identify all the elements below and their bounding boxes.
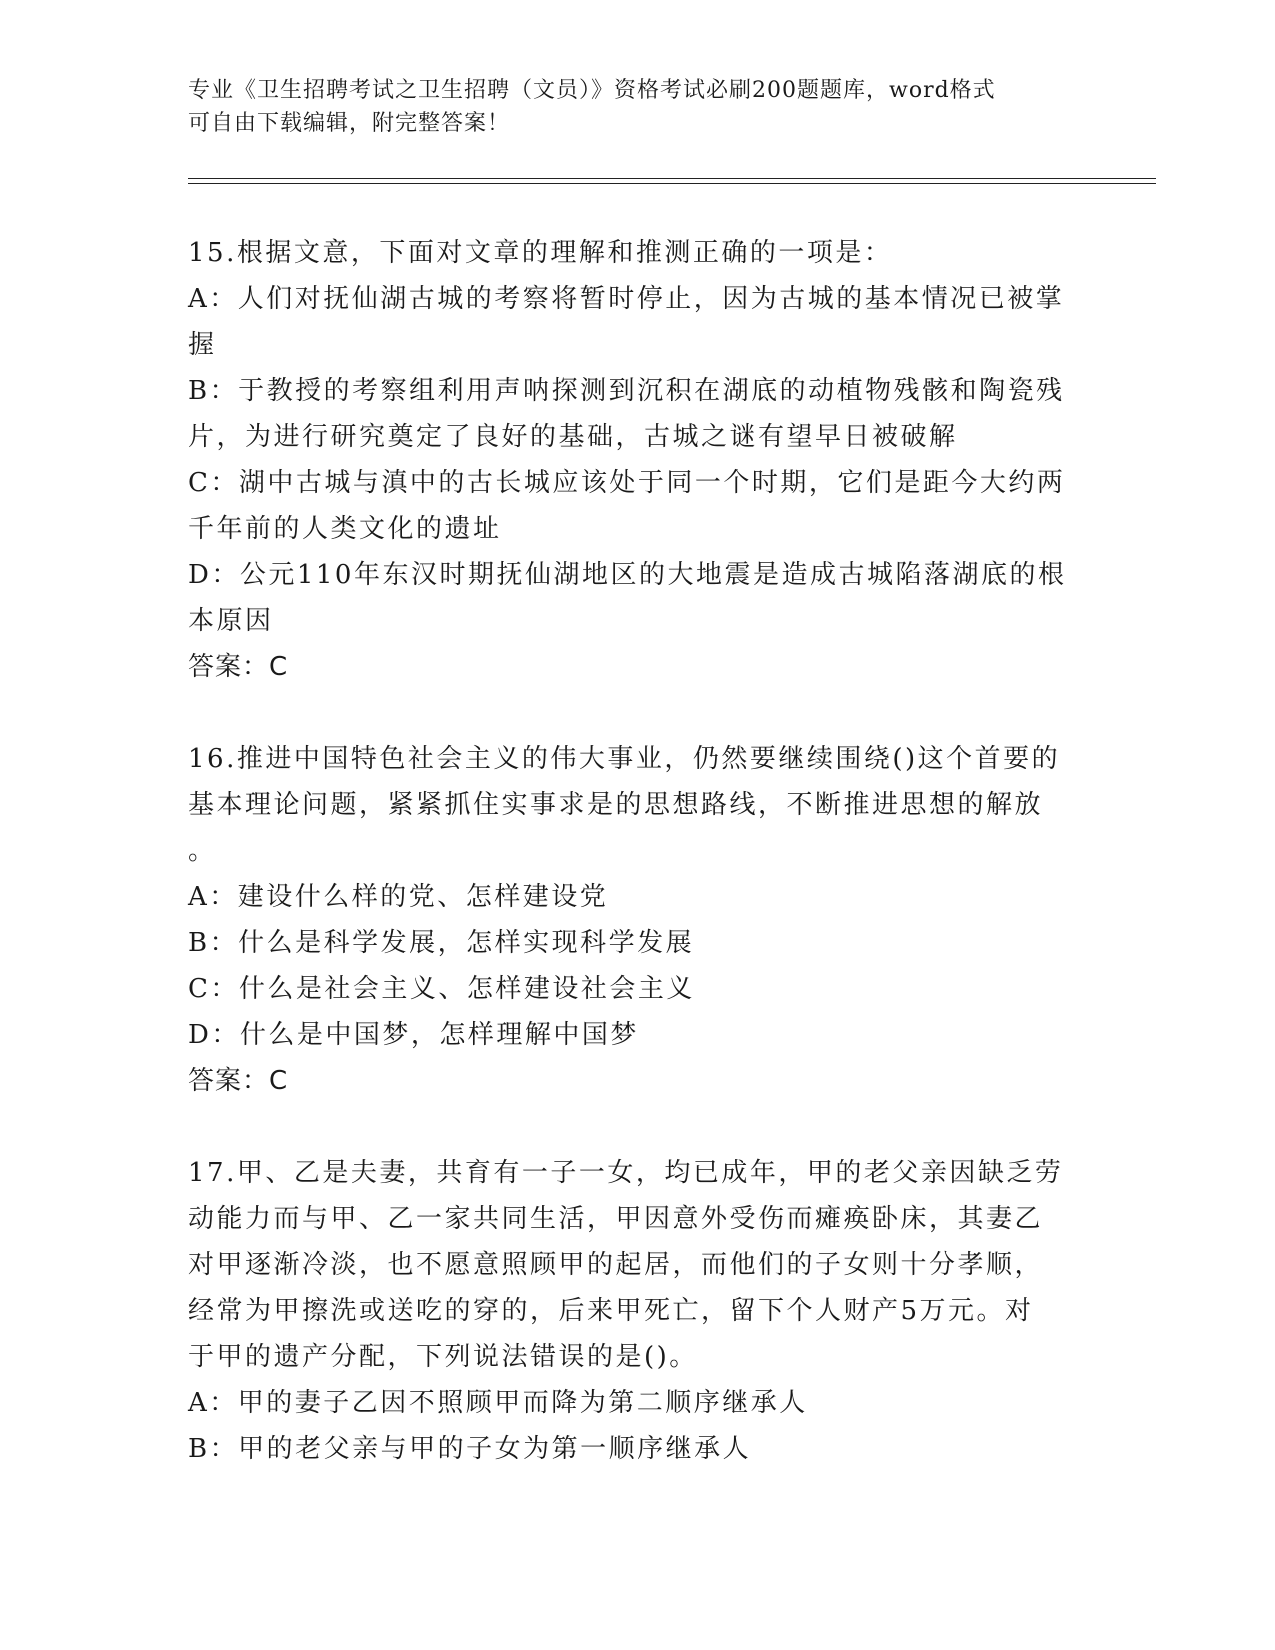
option-a: A：建设什么样的党、怎样建设党	[188, 882, 609, 912]
question-text: 15.根据文意，下面对文章的理解和推测正确的一项是：	[188, 238, 893, 268]
option-c: C：湖中古城与滇中的古长城应该处于同一个时期，它们是距今大约两	[188, 468, 1066, 498]
option-b: B：于教授的考察组利用声呐探测到沉积在湖底的动植物残骸和陶瓷残	[188, 376, 1065, 406]
option-c-cont: 千年前的人类文化的遗址	[188, 514, 502, 544]
answer-label: 答案：C	[188, 652, 289, 682]
header-divider-bottom	[188, 183, 1156, 184]
header-line-1: 专业《卫生招聘考试之卫生招聘（文员）》资格考试必刷200题题库，word格式	[188, 78, 996, 103]
option-a-cont: 握	[188, 330, 217, 360]
question-text: 16.推进中国特色社会主义的伟大事业，仍然要继续围绕()这个首要的	[188, 744, 1061, 774]
option-d: D：什么是中国梦，怎样理解中国梦	[188, 1020, 639, 1050]
option-b: B：什么是科学发展，怎样实现科学发展	[188, 928, 695, 958]
question-16	[188, 736, 1088, 1104]
option-c: C：什么是社会主义、怎样建设社会主义	[188, 974, 695, 1004]
question-17	[188, 1150, 1088, 1472]
option-a: A：人们对抚仙湖古城的考察将暂时停止，因为古城的基本情况已被掌	[188, 284, 1065, 314]
question-text-cont: 基本理论问题，紧紧抓住实事求是的思想路线，不断推进思想的解放	[188, 790, 1044, 820]
question-text-end: 。	[188, 836, 217, 866]
option-b-cont: 片，为进行研究奠定了良好的基础，古城之谜有望早日被破解	[188, 422, 958, 452]
option-a: A：甲的妻子乙因不照顾甲而降为第二顺序继承人	[188, 1388, 808, 1418]
option-d: D：公元110年东汉时期抚仙湖地区的大地震是造成古城陷落湖底的根	[188, 560, 1067, 590]
option-d-cont: 本原因	[188, 606, 274, 636]
question-text-cont: 对甲逐渐冷淡，也不愿意照顾甲的起居，而他们的子女则十分孝顺，	[188, 1250, 1044, 1280]
header-line-2: 可自由下载编辑，附完整答案！	[188, 111, 511, 136]
question-text-cont: 动能力而与甲、乙一家共同生活，甲因意外受伤而瘫痪卧床，其妻乙	[188, 1204, 1044, 1234]
header-divider-top	[188, 178, 1156, 179]
document-header	[188, 74, 1068, 140]
question-15	[188, 230, 1088, 690]
question-list	[188, 230, 1088, 1472]
question-text: 17.甲、乙是夫妻，共育有一子一女，均已成年，甲的老父亲因缺乏劳	[188, 1158, 1064, 1188]
answer-label: 答案：C	[188, 1066, 289, 1096]
option-b: B：甲的老父亲与甲的子女为第一顺序继承人	[188, 1434, 752, 1464]
question-text-cont: 经常为甲擦洗或送吃的穿的，后来甲死亡，留下个人财产5万元。对	[188, 1296, 1034, 1326]
question-text-end: 于甲的遗产分配，下列说法错误的是()。	[188, 1342, 698, 1372]
